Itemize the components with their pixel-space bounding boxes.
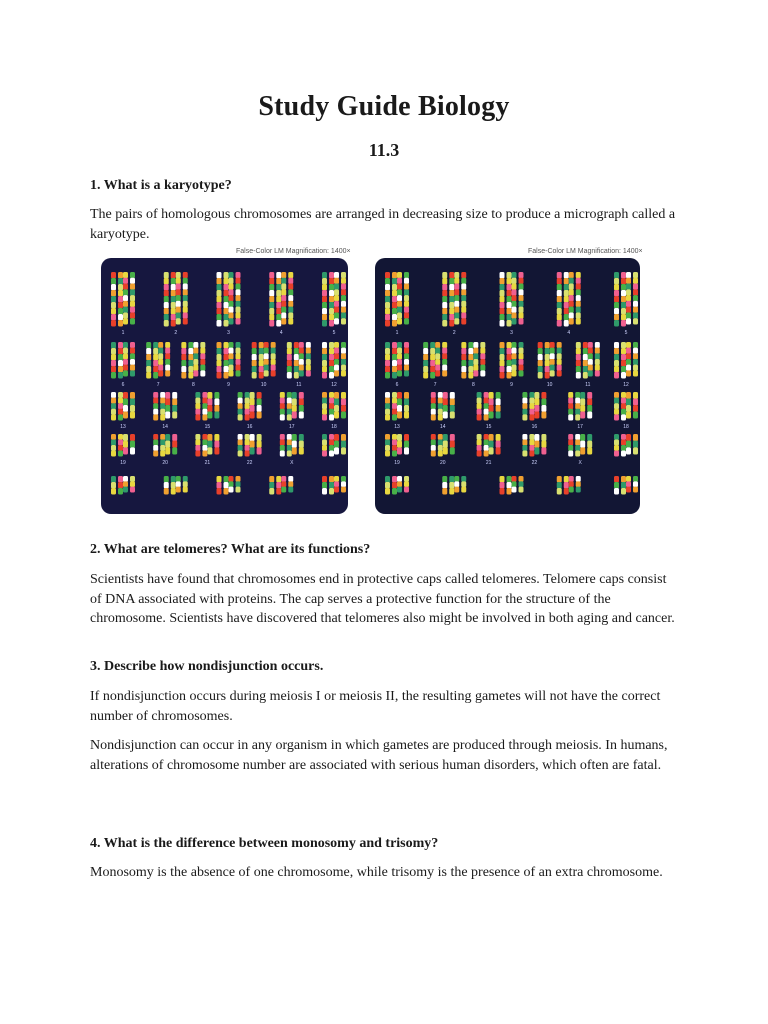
chromosome-label: 17 bbox=[577, 424, 583, 430]
chromosome-label: 21 bbox=[485, 460, 492, 466]
chromosome-label: X bbox=[578, 460, 582, 466]
chromosome-label: 21 bbox=[204, 460, 211, 466]
chromosome-label: 18 bbox=[331, 424, 337, 430]
chromosome-label: 15 bbox=[204, 424, 211, 430]
chromosome-label: 11 bbox=[585, 382, 591, 388]
question-2: 2. What are telomeres? What are its functions? bbox=[90, 542, 371, 557]
answer-4: Monosomy is the absence of one chromosome, while trisomy is the presence of an extra chromosome. bbox=[90, 865, 663, 880]
chromosome-label: 7 bbox=[433, 382, 437, 388]
chromosome-label: 15 bbox=[485, 424, 492, 430]
chromosome-label: 10 bbox=[260, 382, 267, 388]
chromosome-label: 9 bbox=[510, 382, 513, 388]
chromosome-label: 8 bbox=[471, 382, 475, 388]
chromosome-label: 3 bbox=[510, 330, 513, 336]
chromosome-label: 12 bbox=[623, 382, 629, 388]
chromosome-label: 14 bbox=[162, 424, 168, 430]
chromosome-label: 4 bbox=[567, 330, 571, 336]
chromosome-label: 1 bbox=[121, 330, 125, 336]
question-4: 4. What is the difference between monosomy and trisomy? bbox=[90, 836, 439, 851]
chromosome-label: 2 bbox=[174, 330, 178, 336]
left-figure-caption: False-Color LM Magnification: 1400× bbox=[236, 248, 351, 255]
chromosome-label: 11 bbox=[296, 382, 302, 388]
chromosome-label: 16 bbox=[531, 424, 538, 430]
chromosome-label: 14 bbox=[440, 424, 446, 430]
chromosome-label: 7 bbox=[156, 382, 160, 388]
chromosome-label: 20 bbox=[440, 460, 446, 466]
section-number: 11.3 bbox=[368, 140, 400, 160]
chromosome-label: 3 bbox=[227, 330, 230, 336]
chromosome-label: 20 bbox=[162, 460, 168, 466]
chromosome-label: 19 bbox=[120, 460, 126, 466]
chromosome-label: 13 bbox=[394, 424, 400, 430]
chromosome-label: 6 bbox=[121, 382, 125, 388]
chromosome-label: 2 bbox=[452, 330, 456, 336]
chromosome-label: 22 bbox=[531, 460, 538, 466]
question-3: 3. Describe how nondisjunction occurs. bbox=[90, 659, 324, 674]
chromosome-label: 4 bbox=[279, 330, 283, 336]
answer-1: The pairs of homologous chromosomes are arranged in decreasing size to produce a micrograph called a karyotype. bbox=[90, 207, 676, 242]
chromosome-label: 16 bbox=[246, 424, 253, 430]
answer-2: Scientists have found that chromosomes end in protective caps called telomeres. Telomere caps consist of DNA associated with proteins. The cap serves a protective function for the structure of the chromosome. Scientists have discovered that telomeres also might be involved in both aging and cancer. bbox=[90, 572, 675, 626]
chromosome-label: 5 bbox=[332, 330, 336, 336]
chromosome-label: 9 bbox=[227, 382, 230, 388]
chromosome-label: 12 bbox=[331, 382, 337, 388]
chromosome-label: 1 bbox=[395, 330, 399, 336]
chromosome-label: 8 bbox=[191, 382, 195, 388]
karyotype-image-left bbox=[101, 258, 348, 514]
chromosome-label: 6 bbox=[395, 382, 399, 388]
page-title: Study Guide Biology bbox=[258, 91, 510, 122]
chromosome-label: 18 bbox=[623, 424, 629, 430]
right-figure-caption: False-Color LM Magnification: 1400× bbox=[528, 248, 643, 255]
chromosome-label: 17 bbox=[289, 424, 295, 430]
chromosome-label: 13 bbox=[120, 424, 126, 430]
chromosome-label: 5 bbox=[624, 330, 628, 336]
answer-3b: Nondisjunction can occur in any organism in which gametes are produced through meiosis. In humans, alterations of chromosome number are associated with serious human disorders, which often are fatal. bbox=[90, 738, 668, 773]
chromosome-label: 10 bbox=[546, 382, 553, 388]
karyotype-image-right bbox=[375, 258, 640, 514]
chromosome-label: X bbox=[290, 460, 294, 466]
answer-3a: If nondisjunction occurs during meiosis I or meiosis II, the resulting gametes will not have the correct number of chromosomes. bbox=[90, 689, 661, 724]
question-1: 1. What is a karyotype? bbox=[90, 178, 232, 193]
chromosome-label: 19 bbox=[394, 460, 400, 466]
chromosome-label: 22 bbox=[246, 460, 253, 466]
